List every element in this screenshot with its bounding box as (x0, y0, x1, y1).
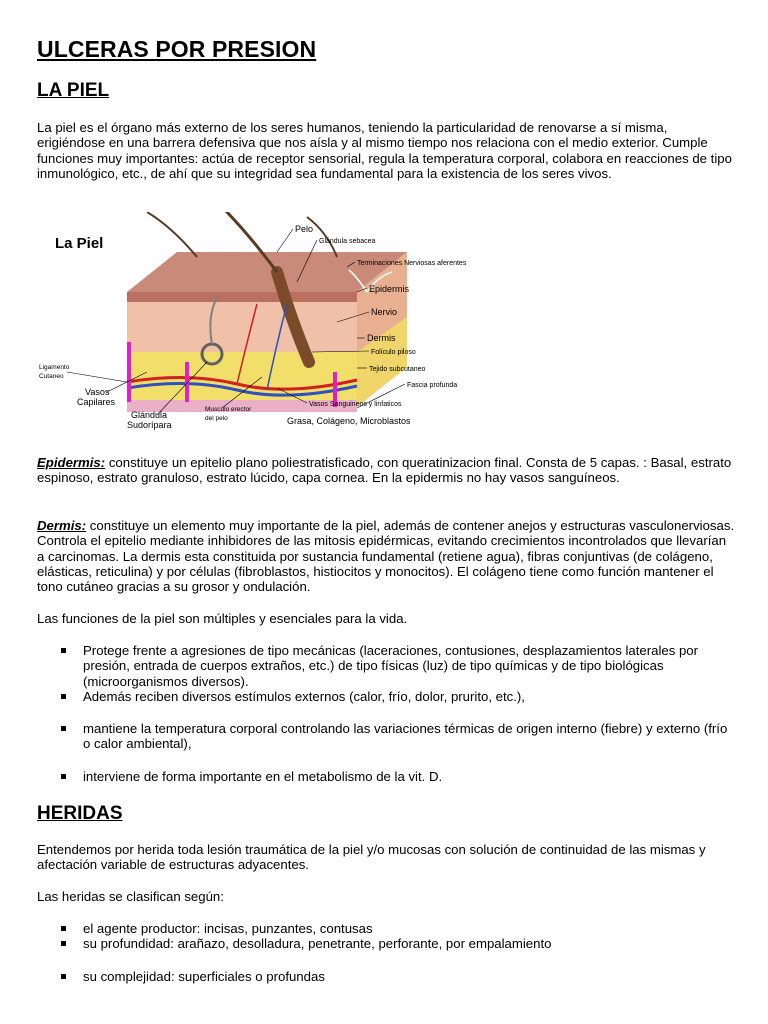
skin-anatomy-figure (37, 212, 507, 434)
funciones-list-3 (37, 769, 737, 784)
label-ligamento-line1: Ligamento (39, 364, 70, 371)
label-tejido-subcutaneo: Tejido subcutaneo (369, 366, 426, 373)
section-heading-heridas: HERIDAS (37, 803, 123, 824)
epidermis-text: constituye un epitelio plano poliestratisficado, con queratinizacion final. Consta de 5 capas. : Basal, estrato espinoso, estrato granuloso, estrato lúcido, capa cornea. En la epidermis no hay vasos sanguíneos. (37, 455, 732, 486)
label-vasos-sanguineos: Vasos Sanguineos y linfaticos (309, 401, 402, 408)
dermis-term: Dermis: (37, 518, 87, 533)
label-glandula-sudoripara-line1: Glándula (131, 410, 168, 420)
heridas-item-2: su profundidad: arañazo, desolladura, penetrante, perforante, por empalamiento (37, 936, 737, 951)
funciones-item-4: interviene de forma importante en el metabolismo de la vit. D. (37, 769, 737, 784)
epidermis-front-band (127, 292, 357, 302)
section-heading-la-piel: LA PIEL (37, 80, 110, 101)
figure-title: La Piel (55, 235, 104, 252)
dermis-text: constituye un elemento muy importante de la piel, además de contener anejos y estructuras vasculonerviosas. Controla el epitelio mediante inhibidores de las mitosis epidérmicas, evitando crecimientos incontrolados que llevarían a carcinomas. La dermis esta constituida por sustancia fundamental (retiene agua), fibras conjuntivas (de colágeno, elásticas, reticulina) y por células (fibroblastos, histiocitos y monocitos). El colágeno tiene como función mantener el tono cutáneo gracias a su grosor y ondulación. (37, 518, 735, 595)
label-grasa: Grasa, Colágeno, Microblastos (287, 416, 411, 426)
label-nervio: Nervio (371, 307, 398, 317)
funciones-item-3: mantiene la temperatura corporal controlando las variaciones térmicas de origen interno (fiebre) y externo (frío o calor ambiental), (37, 721, 737, 752)
label-dermis: Dermis (367, 333, 396, 343)
funciones-list (37, 643, 737, 704)
label-epidermis: Epidermis (369, 284, 410, 294)
heridas-item-3: su complejidad: superficiales o profundas (37, 969, 737, 984)
hair-strand-2 (147, 212, 197, 257)
epidermis-term: Epidermis: (37, 455, 106, 470)
label-vasos-capilares-line1: Vasos (85, 387, 110, 397)
label-musculo-line2: del pelo (205, 415, 228, 422)
funciones-item-1: Protege frente a agresiones de tipo mecánicas (laceraciones, contusiones, desplazamientos laterales por presión, entrada de cuerpos extraños, etc.) de tipo físicas (luz) de tipo químicas y de tipo biológicas (microorganismos diversos). (37, 643, 737, 689)
dermis-paragraph (37, 518, 737, 594)
funciones-list-2 (37, 721, 737, 752)
epidermis-paragraph (37, 455, 737, 486)
heridas-clasificacion-intro: Las heridas se clasifican según: (37, 889, 224, 904)
label-glandula-sebacea: Glándula sebacea (319, 238, 376, 245)
piel-intro-paragraph: La piel es el órgano más externo de los seres humanos, teniendo la particularidad de renovarse a sí misma, erigiéndose en una barrera defensiva que nos aísla y al mismo tiempo nos relaciona con el medio exterior. Cumple funciones muy importantes: actúa de receptor sensorial, regula la temperatura corporal, colabora en reacciones de tipo inmunológico, etc., de ahí que su integridad sea fundamental para la existencia de los seres vivos. (37, 120, 732, 181)
label-fascia: Fascia profunda (407, 382, 458, 389)
funciones-intro: Las funciones de la piel son múltiples y esenciales para la vida. (37, 611, 408, 626)
label-musculo-line1: Musculo erector (205, 406, 252, 413)
heridas-definition: Entendemos por herida toda lesión traumática de la piel y/o mucosas con solución de continuidad de las mismas y afectación variable de estructuras adyacentes. (37, 842, 706, 873)
label-vasos-capilares-line2: Capilares (77, 397, 116, 407)
heridas-list-2 (37, 969, 737, 984)
heridas-item-1: el agente productor: incisas, punzantes, contusas (37, 921, 737, 936)
label-foliculo: Folículo piloso (371, 349, 416, 356)
skin-diagram-svg (37, 212, 507, 434)
label-terminaciones: Terminaciones Nerviosas aferentes (357, 260, 467, 267)
label-pelo: Pelo (295, 224, 314, 234)
label-glandula-sudoripara-line2: Sudorípara (127, 420, 172, 430)
document-title: ULCERAS POR PRESION (37, 36, 317, 62)
heridas-list (37, 921, 737, 952)
funciones-item-2: Además reciben diversos estímulos externos (calor, frío, dolor, prurito, etc.), (37, 689, 737, 704)
label-ligamento-line2: Cutaneo (39, 373, 64, 380)
ligament-accent-1 (127, 342, 131, 402)
